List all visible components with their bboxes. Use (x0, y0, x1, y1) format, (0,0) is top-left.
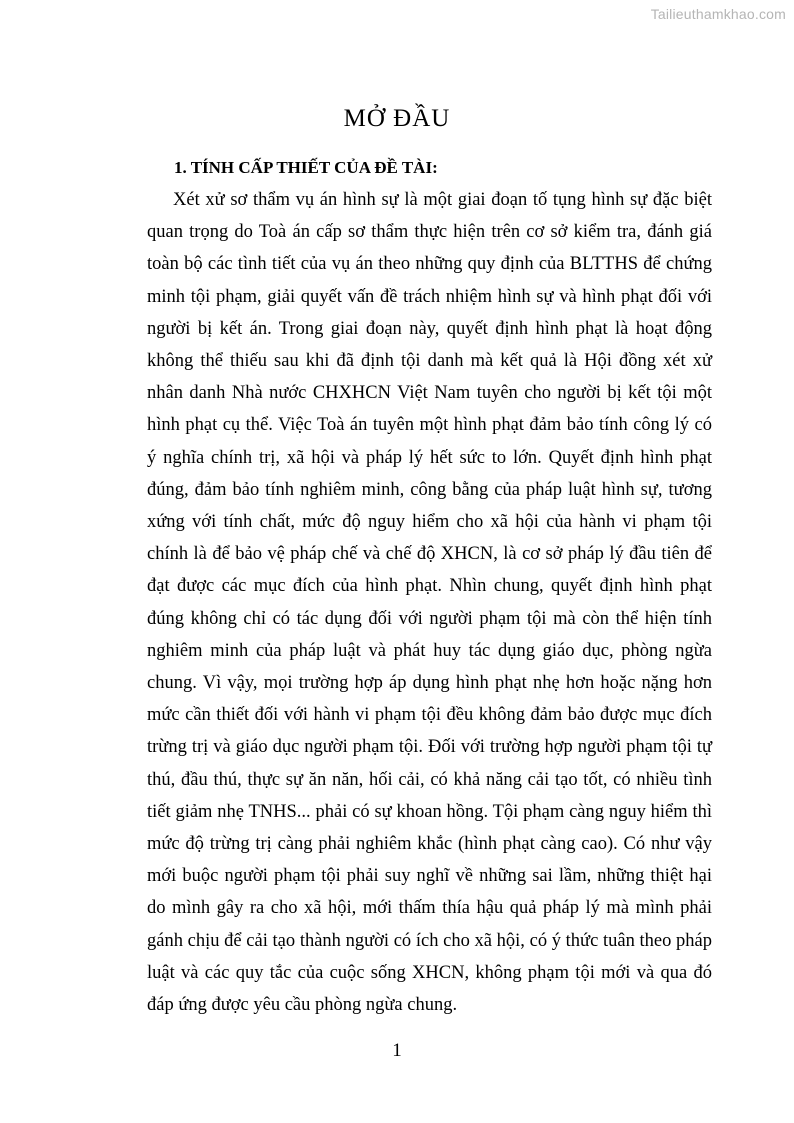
watermark-text: Tailieuthamkhao.com (650, 6, 786, 22)
body-paragraph: Xét xử sơ thẩm vụ án hình sự là một giai đoạn tố tụng hình sự đặc biệt quan trọng do Toà án cấp sơ thẩm thực hiện trên cơ sở kiểm tra, đánh giá toàn bộ các tình tiết của vụ án theo những quy định của BLTTHS để chứng minh tội phạm, giải quyết vấn đề trách nhiệm hình sự và hình phạt đối với người bị kết án. Trong giai đoạn này, quyết định hình phạt là hoạt động không thể thiếu sau khi đã định tội danh mà kết quả là Hội đồng xét xử nhân danh Nhà nước CHXHCN Việt Nam tuyên cho người bị kết tội một hình phạt cụ thể. Việc Toà án tuyên một hình phạt đảm bảo tính công lý có ý nghĩa chính trị, xã hội và pháp lý hết sức to lớn. Quyết định hình phạt đúng, đảm bảo tính nghiêm minh, công bằng của pháp luật hình sự, tương xứng với tính chất, mức độ nguy hiểm cho xã hội của hành vi phạm tội chính là để bảo vệ pháp chế và chế độ XHCN, là cơ sở pháp lý đầu tiên để đạt được các mục đích của hình phạt. Nhìn chung, quyết định hình phạt đúng không chỉ có tác dụng đối với người phạm tội mà còn thể hiện tính nghiêm minh của pháp luật và phát huy tác dụng giáo dục, phòng ngừa chung. Vì vậy, mọi trường hợp áp dụng hình phạt nhẹ hơn hoặc nặng hơn mức cần thiết đối với hành vi phạm tội đều không đảm bảo được mục đích trừng trị và giáo dục người phạm tội. Đối với trường hợp người phạm tội tự thú, đầu thú, thực sự ăn năn, hối cải, có khả năng cải tạo tốt, có nhiều tình tiết giảm nhẹ TNHS... phải có sự khoan hồng. Tội phạm càng nguy hiểm thì mức độ trừng trị càng phải nghiêm khắc (hình phạt càng cao). Có như vậy mới buộc người phạm tội phải suy nghĩ về những sai lầm, những thiệt hại do mình gây ra cho xã hội, mới thấm thía hậu quả pháp lý mà mình phải gánh chịu để cải tạo thành người có ích cho xã hội, có ý thức tuân theo pháp luật và các quy tắc của cuộc sống XHCN, không phạm tội mới và qua đó đáp ứng được yêu cầu phòng ngừa chung. (147, 190, 712, 1016)
page-number: 1 (392, 1040, 402, 1061)
page-title: MỞ ĐẦU (343, 104, 451, 132)
section-heading: 1. TÍNH CẤP THIẾT CỦA ĐỀ TÀI: (174, 158, 438, 177)
